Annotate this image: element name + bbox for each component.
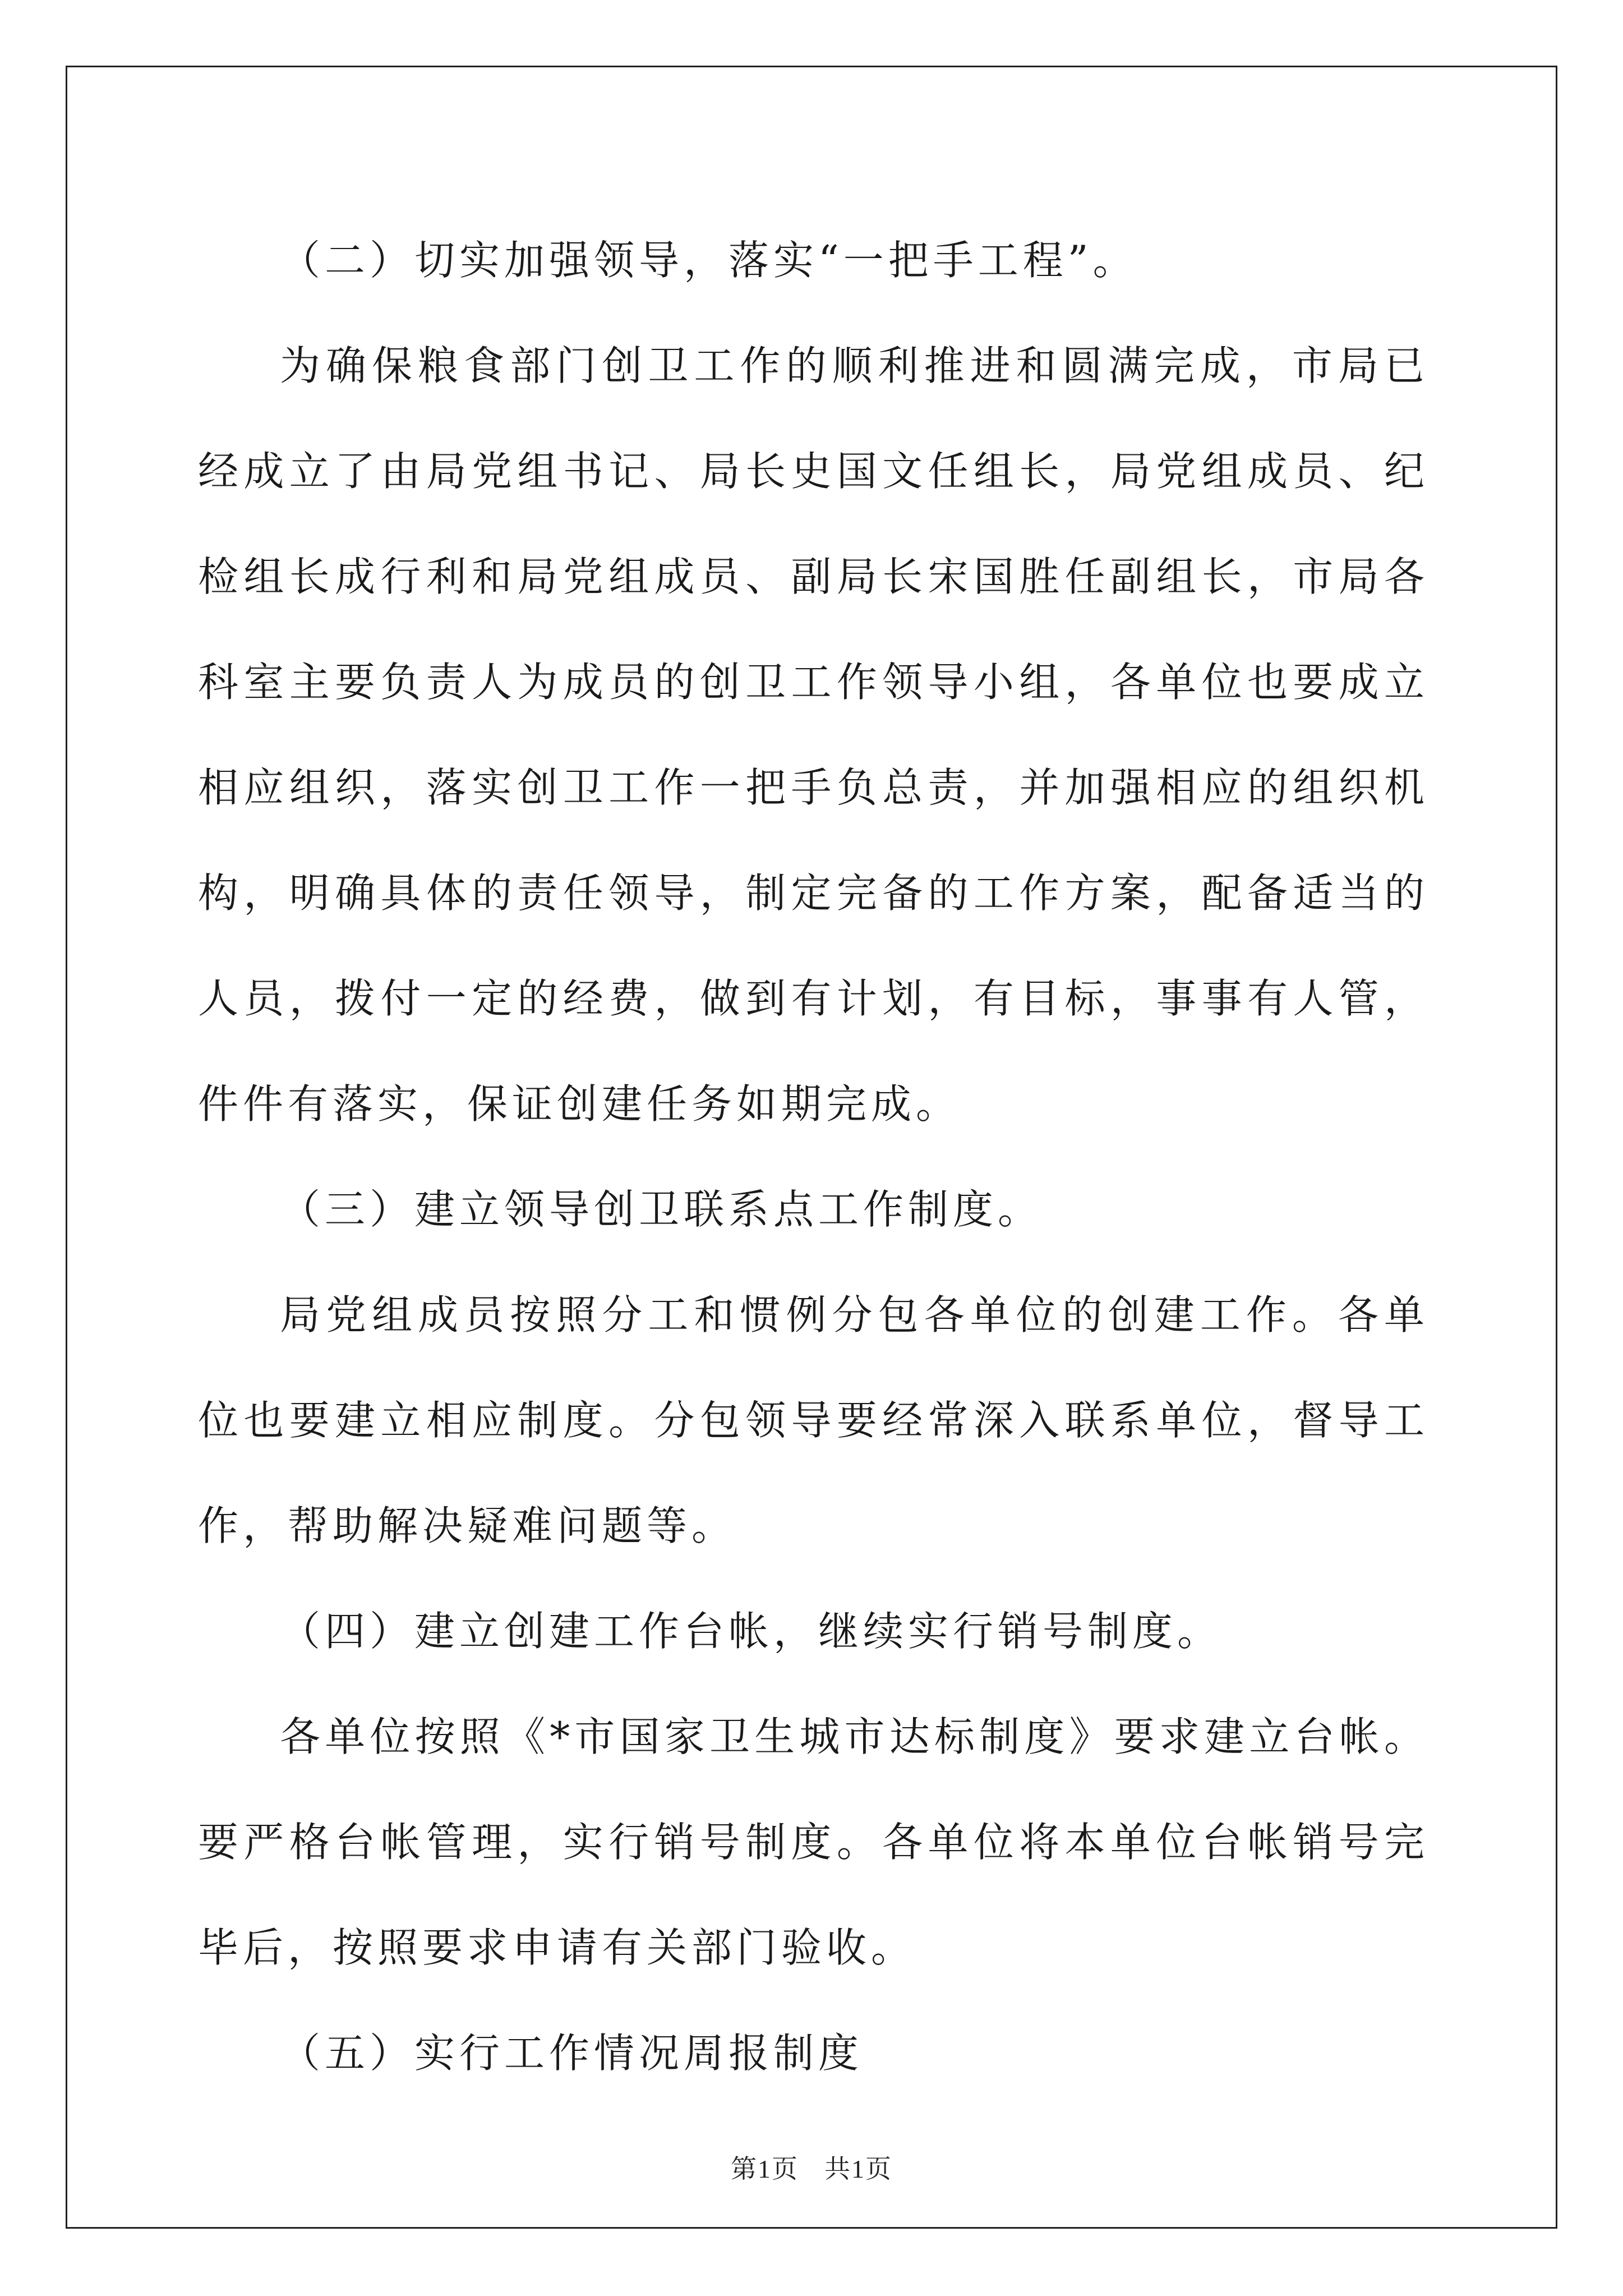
section-heading-5: （五）实行工作情况周报制度 bbox=[280, 2030, 864, 2077]
document-body bbox=[198, 208, 1429, 2106]
body-paragraph: 为确保粮食部门创卫工作的顺利推进和圆满完成，市局已经成立了由局党组书记、局长史国文任组长，局党组成员、纪检组长成行利和局党组成员、副局长宋国胜任副组长，市局各科室主要负责人为成员的创卫工作领导小组，各单位也要成立相应组织，落实创卫工作一把手负总责，并加强相应的组织机构，明确具体的责任领导，制定完备的工作方案，配备适当的人员，拨付一定的经费，做到有计划，有目标，事事有人管，件件有落实，保证创建任务如期完成。 bbox=[198, 342, 1429, 1128]
page-number: 第1页 bbox=[731, 2155, 799, 2183]
section-heading-3: （三）建立领导创卫联系点工作制度。 bbox=[280, 1186, 1043, 1233]
section-heading-4: （四）建立创建工作台帐，继续实行销号制度。 bbox=[280, 1608, 1223, 1655]
section-heading-2: （二）切实加强领导，落实“一把手工程”。 bbox=[280, 237, 1138, 284]
page-total: 共1页 bbox=[824, 2155, 892, 2183]
body-paragraph: 各单位按照《*市国家卫生城市达标制度》要求建立台帐。要严格台帐管理，实行销号制度。各单位将本单位台帐销号完毕后，按照要求申请有关部门验收。 bbox=[198, 1713, 1429, 1971]
page-footer bbox=[0, 2148, 1623, 2185]
body-paragraph: 局党组成员按照分工和惯例分包各单位的创建工作。各单位也要建立相应制度。分包领导要经常深入联系单位，督导工作，帮助解决疑难问题等。 bbox=[198, 1291, 1429, 1549]
